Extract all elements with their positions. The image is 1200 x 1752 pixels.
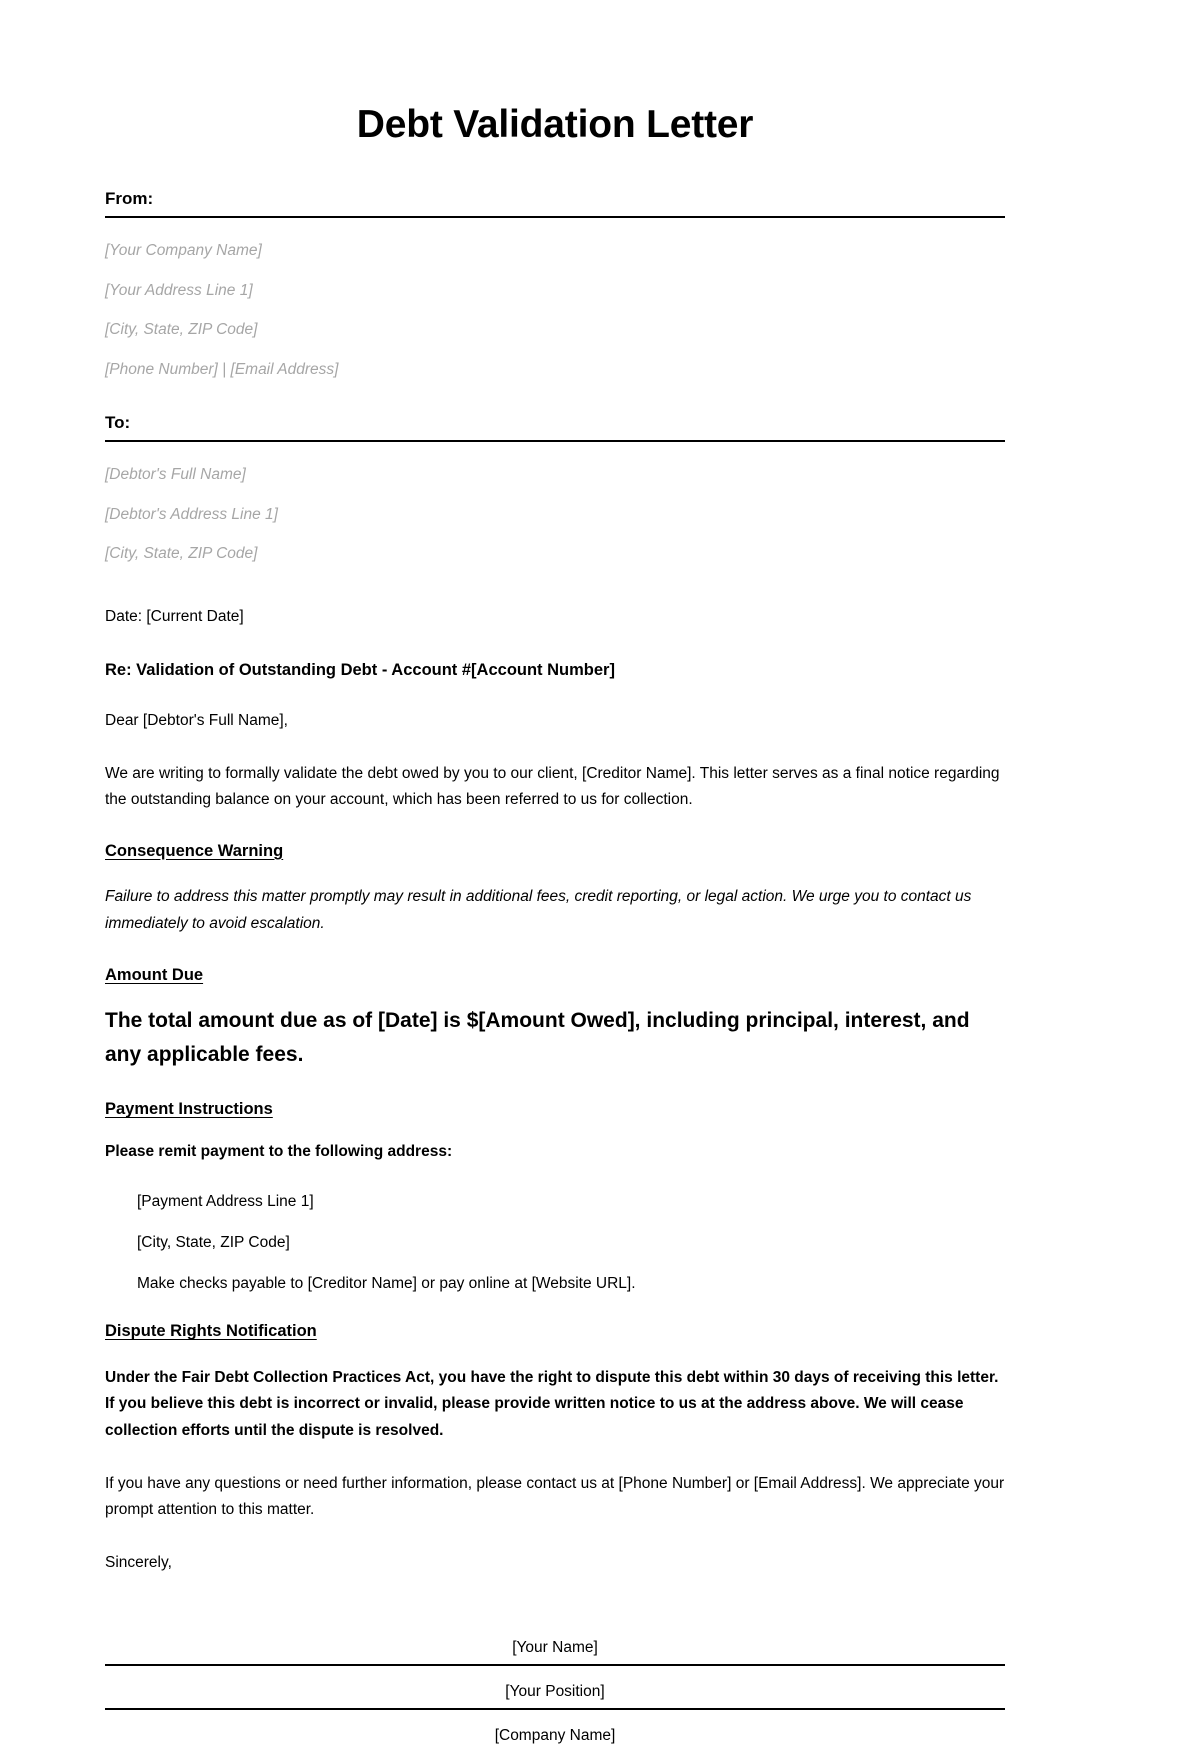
from-section-heading: From: [105,148,1005,218]
remit-payment-label: Please remit payment to the following address: [105,1142,453,1160]
page-title: Debt Validation Letter [356,103,754,146]
payment-address-line-1: [Payment Address Line 1] [137,1193,314,1211]
consequence-warning-heading: Consequence Warning [105,841,284,860]
signature-company: [Company Name] [494,1726,616,1744]
signature-name-row [105,1622,1005,1666]
from-address-line-1: [Your Address Line 1] [105,281,253,299]
from-phone-email: [Phone Number] | [Email Address] [105,361,339,379]
signature-name: [Your Name] [512,1638,598,1656]
signature-company-row [105,1710,1005,1752]
payment-checks-note: Make checks payable to [Creditor Name] or pay online at [Website URL]. [137,1274,636,1292]
signature-position: [Your Position] [505,1682,605,1700]
closing-paragraph: If you have any questions or need further information, please contact us at [Phone Number] or [Email Address]. We appreciate your prompt attention to this matter. [105,1474,1005,1519]
to-debtor-city-state-zip: [City, State, ZIP Code] [105,545,258,563]
from-company-name: [Your Company Name] [105,242,262,260]
dispute-rights-body: Under the Fair Debt Collection Practices Act, you have the right to dispute this debt within 30 days of receiving this letter. If you believe this debt is incorrect or invalid, please provide written notice to us at the address above. We will cease collection efforts until the dispute is resolved. [105,1368,999,1439]
amount-due-statement: The total amount due as of [Date] is $[Amount Owed], including principal, interest, and any applicable fees. [105,1009,970,1067]
signature-block [105,1577,1005,1752]
letter-body [105,0,1005,1752]
signature-position-row [105,1666,1005,1710]
payment-address-block [105,1162,1005,1294]
to-debtor-name: [Debtor's Full Name] [105,466,246,483]
consequence-warning-body: Failure to address this matter promptly may result in additional fees, credit reporting, or legal action. We urge you to contact us immediately to avoid escalation. [105,888,972,932]
salutation: Dear [Debtor's Full Name], [105,711,288,729]
from-city-state-zip: [City, State, ZIP Code] [105,321,258,339]
sign-off: Sincerely, [105,1553,172,1571]
to-section-heading: To: [105,380,1005,442]
payment-city-state-zip: [City, State, ZIP Code] [137,1233,290,1251]
to-debtor-address-line-1: [Debtor's Address Line 1] [105,505,278,523]
date-line: Date: [Current Date] [105,607,244,625]
dispute-rights-heading: Dispute Rights Notification [105,1322,317,1341]
intro-paragraph: We are writing to formally validate the debt owed by you to our client, [Creditor Name]. This letter serves as a final notice regarding the outstanding balance on your account, which has been referred to us for collection. [105,764,1000,809]
amount-due-heading: Amount Due [105,965,204,984]
subject-line: Re: Validation of Outstanding Debt - Account #[Account Number] [105,661,615,680]
payment-instructions-heading: Payment Instructions [105,1100,273,1119]
